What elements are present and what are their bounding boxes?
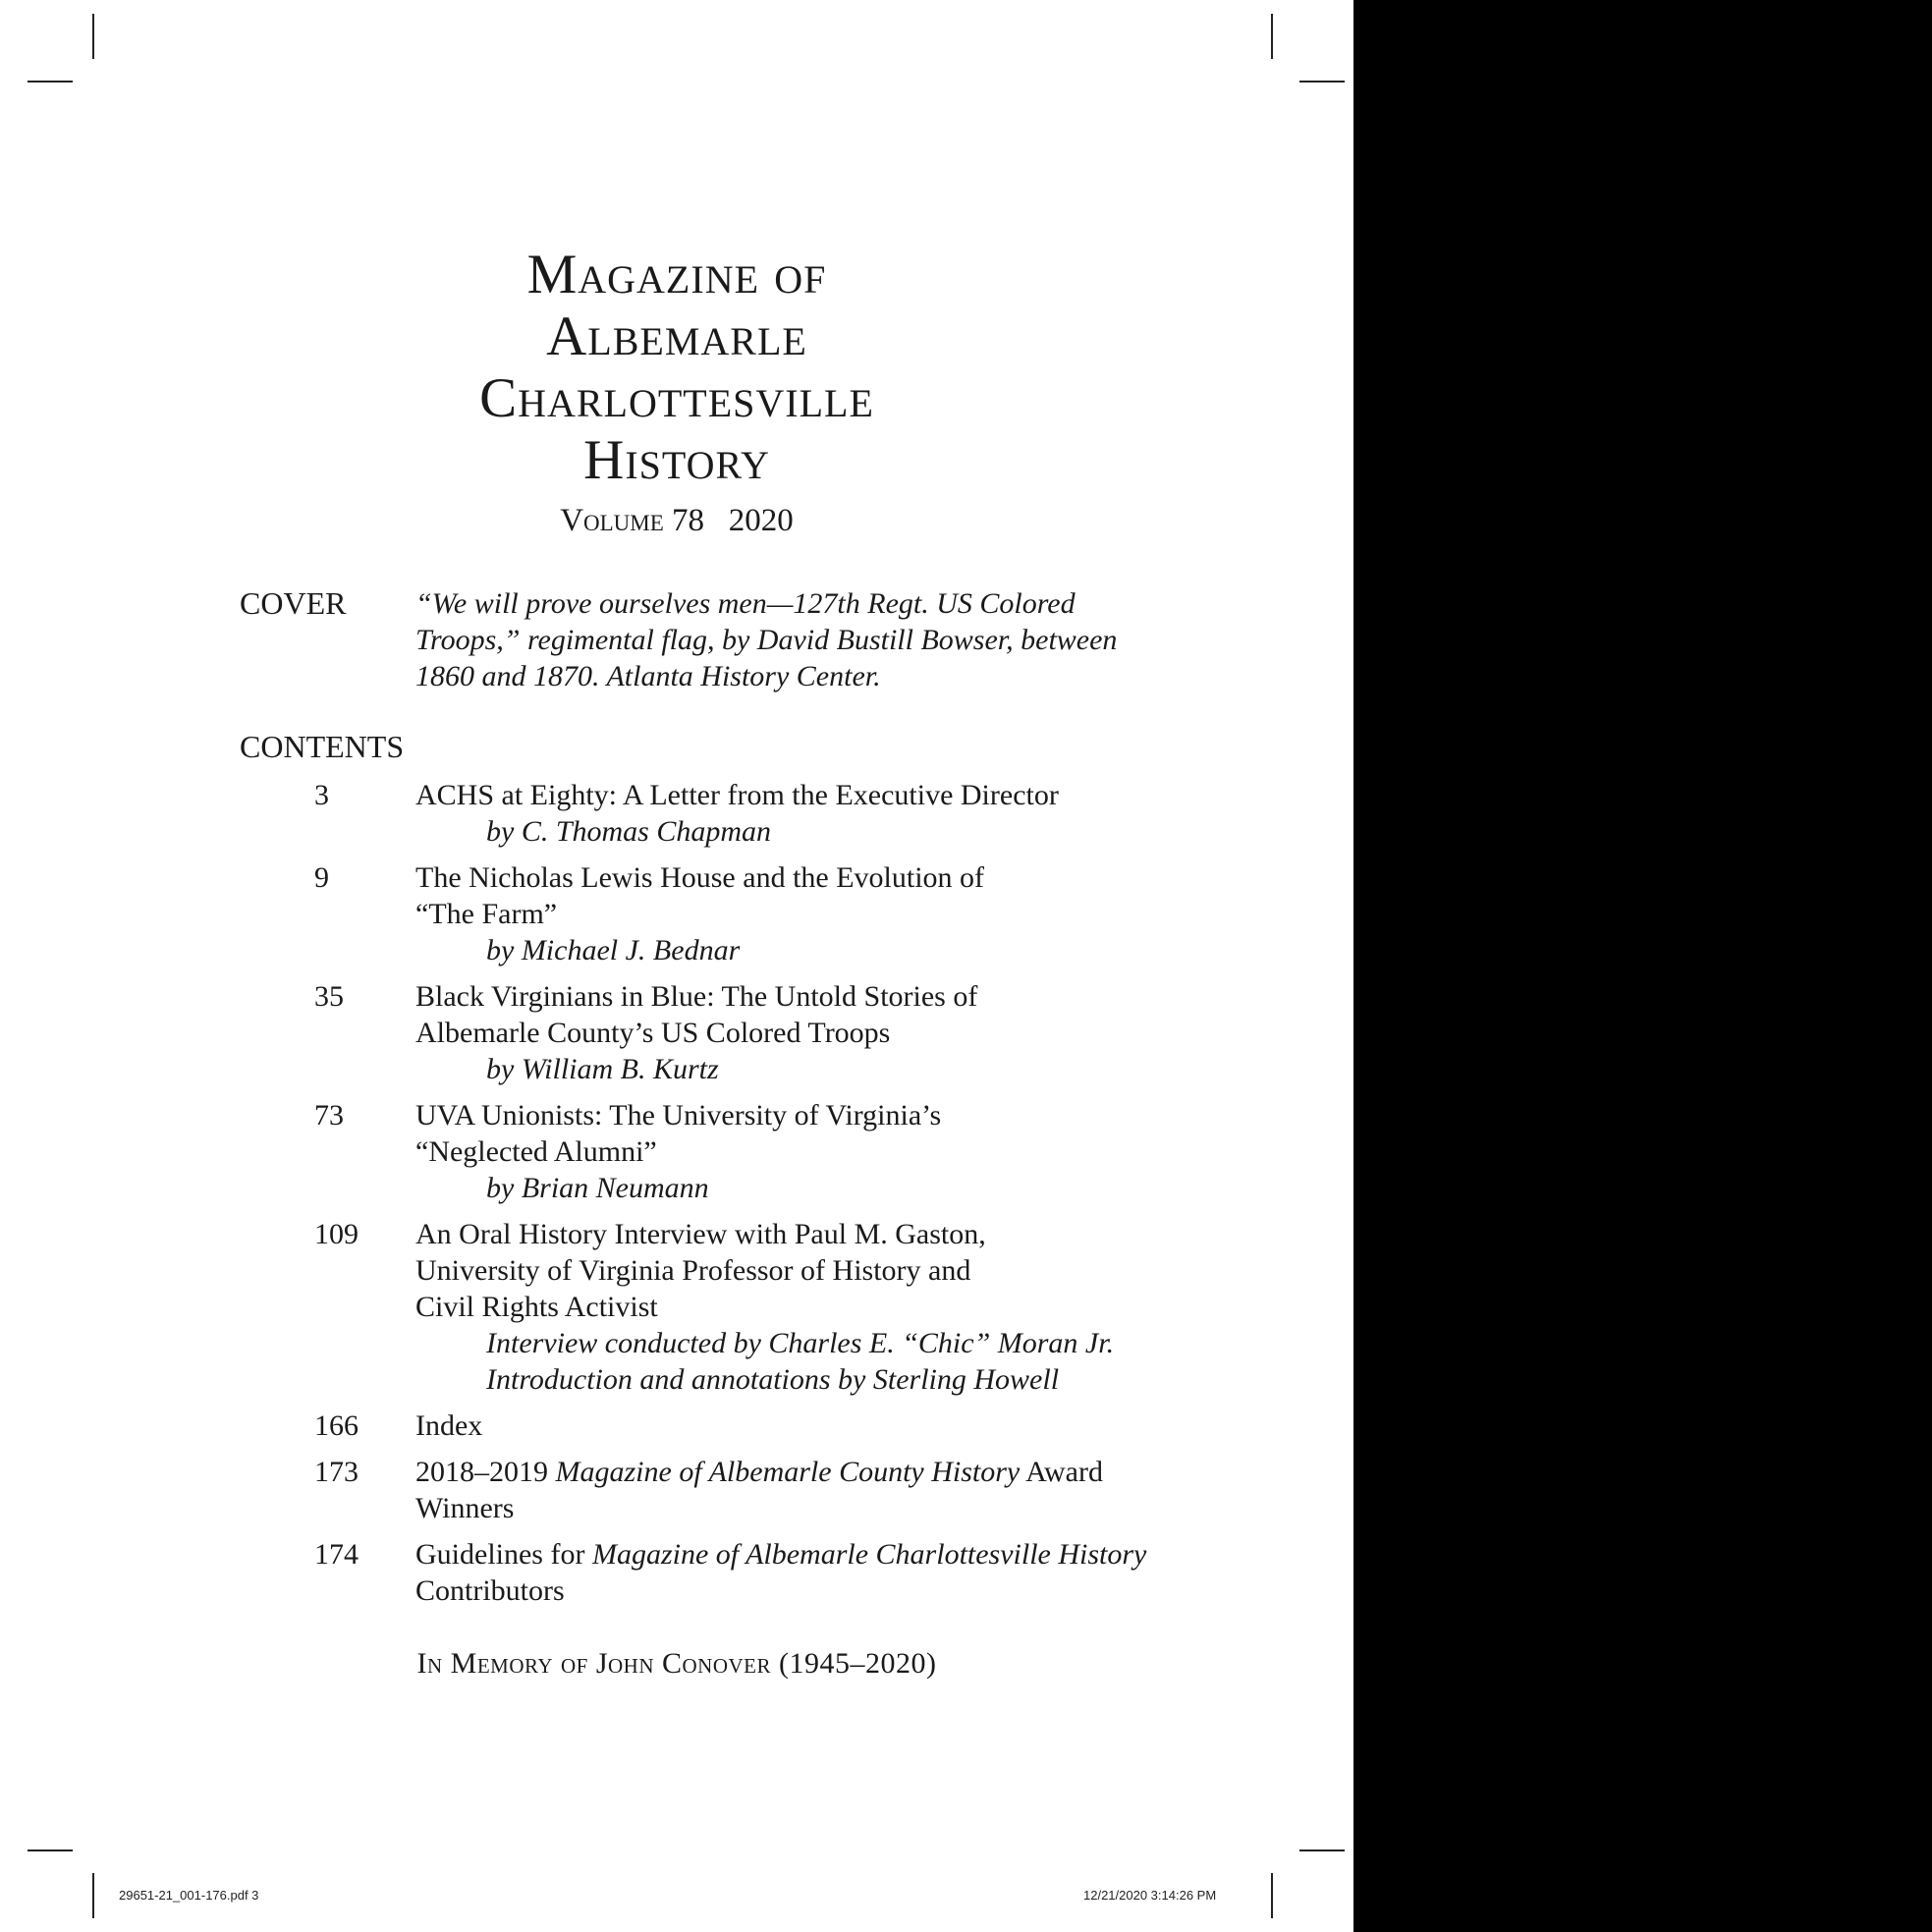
crop-mark [1271, 1873, 1273, 1918]
toc-entry [314, 1408, 1198, 1444]
toc-page-number: 9 [314, 861, 329, 894]
toc-page-number: 174 [314, 1538, 359, 1571]
toc-author-line: by Michael J. Bednar [486, 934, 741, 966]
magazine-title [0, 244, 1353, 539]
toc-entry [314, 1097, 1198, 1206]
crop-mark [1299, 1849, 1345, 1851]
title-line: Magazine of [526, 244, 827, 305]
table-of-contents [314, 777, 1198, 1619]
toc-title-text: Award Winners [415, 1456, 1103, 1524]
toc-entry [314, 777, 1198, 850]
volume-line [0, 503, 1353, 539]
toc-entry-body [415, 1536, 1198, 1609]
toc-page-number: 3 [314, 779, 329, 811]
toc-entry-body [415, 859, 1198, 968]
toc-title-line: “Neglected Alumni” [415, 1135, 657, 1168]
toc-entry-body [415, 1097, 1198, 1206]
volume-label: Volume 78 [560, 503, 705, 538]
toc-title-line: Black Virginians in Blue: The Untold Stories of [415, 980, 978, 1013]
toc-title-line: Albemarle County’s US Colored Troops [415, 1017, 891, 1049]
toc-title-line: “The Farm” [415, 898, 558, 930]
toc-title-line: The Nicholas Lewis House and the Evolution of [415, 861, 985, 894]
toc-author-line: by Brian Neumann [486, 1172, 709, 1204]
toc-title-text: Guidelines for [415, 1538, 592, 1571]
toc-author-line: by William B. Kurtz [486, 1053, 719, 1085]
toc-entry [314, 1216, 1198, 1398]
toc-page-number: 109 [314, 1218, 359, 1250]
toc-title-line: UVA Unionists: The University of Virginia’s [415, 1099, 942, 1132]
cover-label: COVER [240, 585, 347, 621]
toc-entry-body [415, 1216, 1198, 1398]
crop-mark [92, 14, 94, 59]
crop-mark [1271, 14, 1273, 59]
toc-title-line: ACHS at Eighty: A Letter from the Executive Director [415, 779, 1059, 811]
volume-year: 2020 [728, 503, 794, 538]
toc-page-number: 73 [314, 1099, 344, 1132]
toc-entry [314, 859, 1198, 968]
crop-mark [1299, 81, 1345, 83]
toc-author-line: Introduction and annotations by Sterling Howell [486, 1363, 1060, 1396]
contents-label: CONTENTS [240, 729, 405, 764]
toc-entry [314, 978, 1198, 1087]
toc-entry-body [415, 1454, 1198, 1526]
toc-title-line: Index [415, 1409, 483, 1442]
toc-entry-body [415, 777, 1198, 850]
crop-mark [92, 1873, 94, 1918]
crop-mark [28, 1849, 73, 1851]
title-line: Albemarle [546, 305, 807, 367]
toc-title-line [415, 1536, 1198, 1609]
toc-page-number: 166 [314, 1409, 359, 1442]
toc-author-line: by C. Thomas Chapman [486, 815, 772, 848]
toc-page-number: 173 [314, 1456, 359, 1488]
toc-title-line: Civil Rights Activist [415, 1291, 658, 1323]
print-slug-filename: 29651-21_001-176.pdf 3 [119, 1888, 259, 1903]
toc-title-line: An Oral History Interview with Paul M. Gaston, [415, 1218, 986, 1250]
toc-title-italic: Magazine of Albemarle Charlottesville History [591, 1538, 1147, 1571]
cover-description: “We will prove ourselves men—127th Regt. US Colored Troops,” regimental flag, by David Bustill Bowser, between 1860 and 1870. Atlanta History Center. [415, 587, 1118, 692]
title-line: History [583, 429, 770, 491]
toc-title-italic: Magazine of Albemarle County History [555, 1456, 1021, 1488]
toc-title-line [415, 1454, 1198, 1526]
toc-entry [314, 1536, 1198, 1609]
toc-entry-body [415, 978, 1198, 1087]
toc-title-line: University of Virginia Professor of History and [415, 1254, 971, 1287]
toc-title-text: Contributors [415, 1574, 565, 1607]
title-line: Charlottesville [479, 367, 874, 429]
toc-entry [314, 1454, 1198, 1526]
toc-page-number: 35 [314, 980, 344, 1013]
print-slug-timestamp: 12/21/2020 3:14:26 PM [1083, 1888, 1217, 1903]
toc-author-line: Interview conducted by Charles E. “Chic” Moran Jr. [486, 1327, 1115, 1359]
toc-title-text: 2018–2019 [415, 1456, 556, 1488]
in-memoriam-line: In Memory of John Conover (1945–2020) [416, 1647, 937, 1680]
crop-mark [28, 81, 73, 83]
toc-entry-body [415, 1408, 1198, 1444]
